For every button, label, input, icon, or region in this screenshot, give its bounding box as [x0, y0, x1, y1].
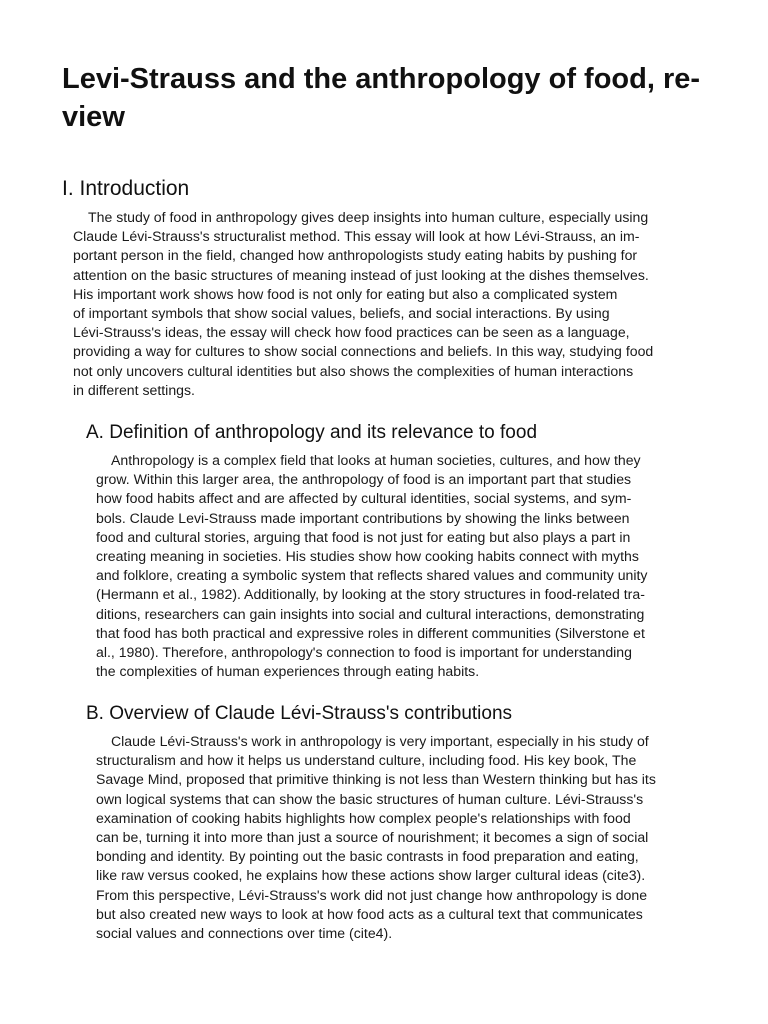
paragraph-line: ditions, researchers can gain insights into social and cultural interactions, demonstrating [96, 605, 645, 622]
paragraph-line: providing a way for cultures to show social connections and beliefs. In this way, studying food [73, 343, 654, 360]
paragraph-line: His important work shows how food is not only for eating but also a complicated system [73, 285, 618, 302]
definition-paragraph [96, 451, 647, 681]
paragraph-line: From this perspective, Lévi-Strauss's work did not just change how anthropology is done [96, 886, 648, 903]
paragraph-line: creating meaning in societies. His studies show how cooking habits connect with myths [96, 548, 639, 565]
paragraph-line: social values and connections over time (cite4). [96, 925, 393, 942]
paragraph-line: the complexities of human experiences through eating habits. [96, 663, 480, 680]
paragraph-line: attention on the basic structures of meaning instead of just looking at the dishes themselves. [73, 266, 649, 283]
paragraph-line: structuralism and how it helps us understand culture, including food. His key book, The [96, 752, 637, 769]
paragraph-line: Claude Lévi-Strauss's structuralist method. This essay will look at how Lévi-Strauss, an im- [73, 228, 640, 245]
paragraph-line: food and cultural stories, arguing that food is not just for eating but also plays a part in [96, 528, 631, 545]
paragraph-line: Lévi-Strauss's ideas, the essay will check how food practices can be seen as a language, [73, 324, 630, 341]
paragraph-line: al., 1980). Therefore, anthropology's connection to food is important for understanding [96, 644, 632, 661]
section-heading-introduction: I. Introduction [62, 177, 190, 200]
paragraph-line: Anthropology is a complex field that looks at human societies, cultures, and how they [111, 452, 641, 468]
paragraph-line: portant person in the field, changed how anthropologists study eating habits by pushing for [73, 247, 638, 264]
title-line: view [62, 101, 125, 133]
paragraph-line: The study of food in anthropology gives deep insights into human culture, especially using [88, 209, 649, 225]
paragraph-line: Savage Mind, proposed that primitive thinking is not less than Western thinking but has its [96, 771, 656, 788]
paragraph-line: own logical systems that can show the basic structures of human culture. Lévi-Strauss's [96, 790, 644, 807]
paragraph-line: that food has both practical and expressive roles in different communities (Silverstone et [96, 624, 645, 641]
paragraph-line: bonding and identity. By pointing out the basic contrasts in food preparation and eating, [96, 848, 639, 865]
paragraph-line: and folklore, creating a symbolic system that reflects shared values and community unity [96, 567, 648, 584]
paragraph-line: in different settings. [73, 381, 195, 398]
introduction-paragraph [73, 208, 653, 400]
paragraph-line: not only uncovers cultural identities but also shows the complexities of human interactions [73, 362, 634, 379]
paragraph-line: how food habits affect and are affected by cultural identities, social systems, and sym- [96, 490, 632, 507]
paragraph-line: of important symbols that show social values, beliefs, and social interactions. By using [73, 305, 610, 322]
document-title [62, 60, 712, 136]
paragraph-line: examination of cooking habits highlights how complex people's relationships with food [96, 809, 631, 826]
section-heading-definition: A. Definition of anthropology and its relevance to food [86, 422, 538, 443]
paragraph-line: can be, turning it into more than just a source of nourishment; it becomes a sign of social [96, 829, 649, 846]
paragraph-line: (Hermann et al., 1982). Additionally, by looking at the story structures in food-related tra- [96, 586, 645, 603]
paragraph-line: Claude Lévi-Strauss's work in anthropology is very important, especially in his study of [111, 733, 649, 749]
paragraph-line: grow. Within this larger area, the anthropology of food is an important part that studies [96, 471, 632, 488]
paragraph-line: like raw versus cooked, he explains how these actions show larger cultural ideas (cite3). [96, 867, 646, 884]
paragraph-line: but also created new ways to look at how food acts as a cultural text that communicates [96, 905, 643, 922]
title-line: Levi-Strauss and the anthropology of food, re- [62, 63, 701, 95]
overview-paragraph [96, 732, 656, 943]
section-heading-overview: B. Overview of Claude Lévi-Strauss's contributions [86, 703, 513, 724]
paragraph-line: bols. Claude Levi-Strauss made important contributions by showing the links between [96, 509, 630, 526]
